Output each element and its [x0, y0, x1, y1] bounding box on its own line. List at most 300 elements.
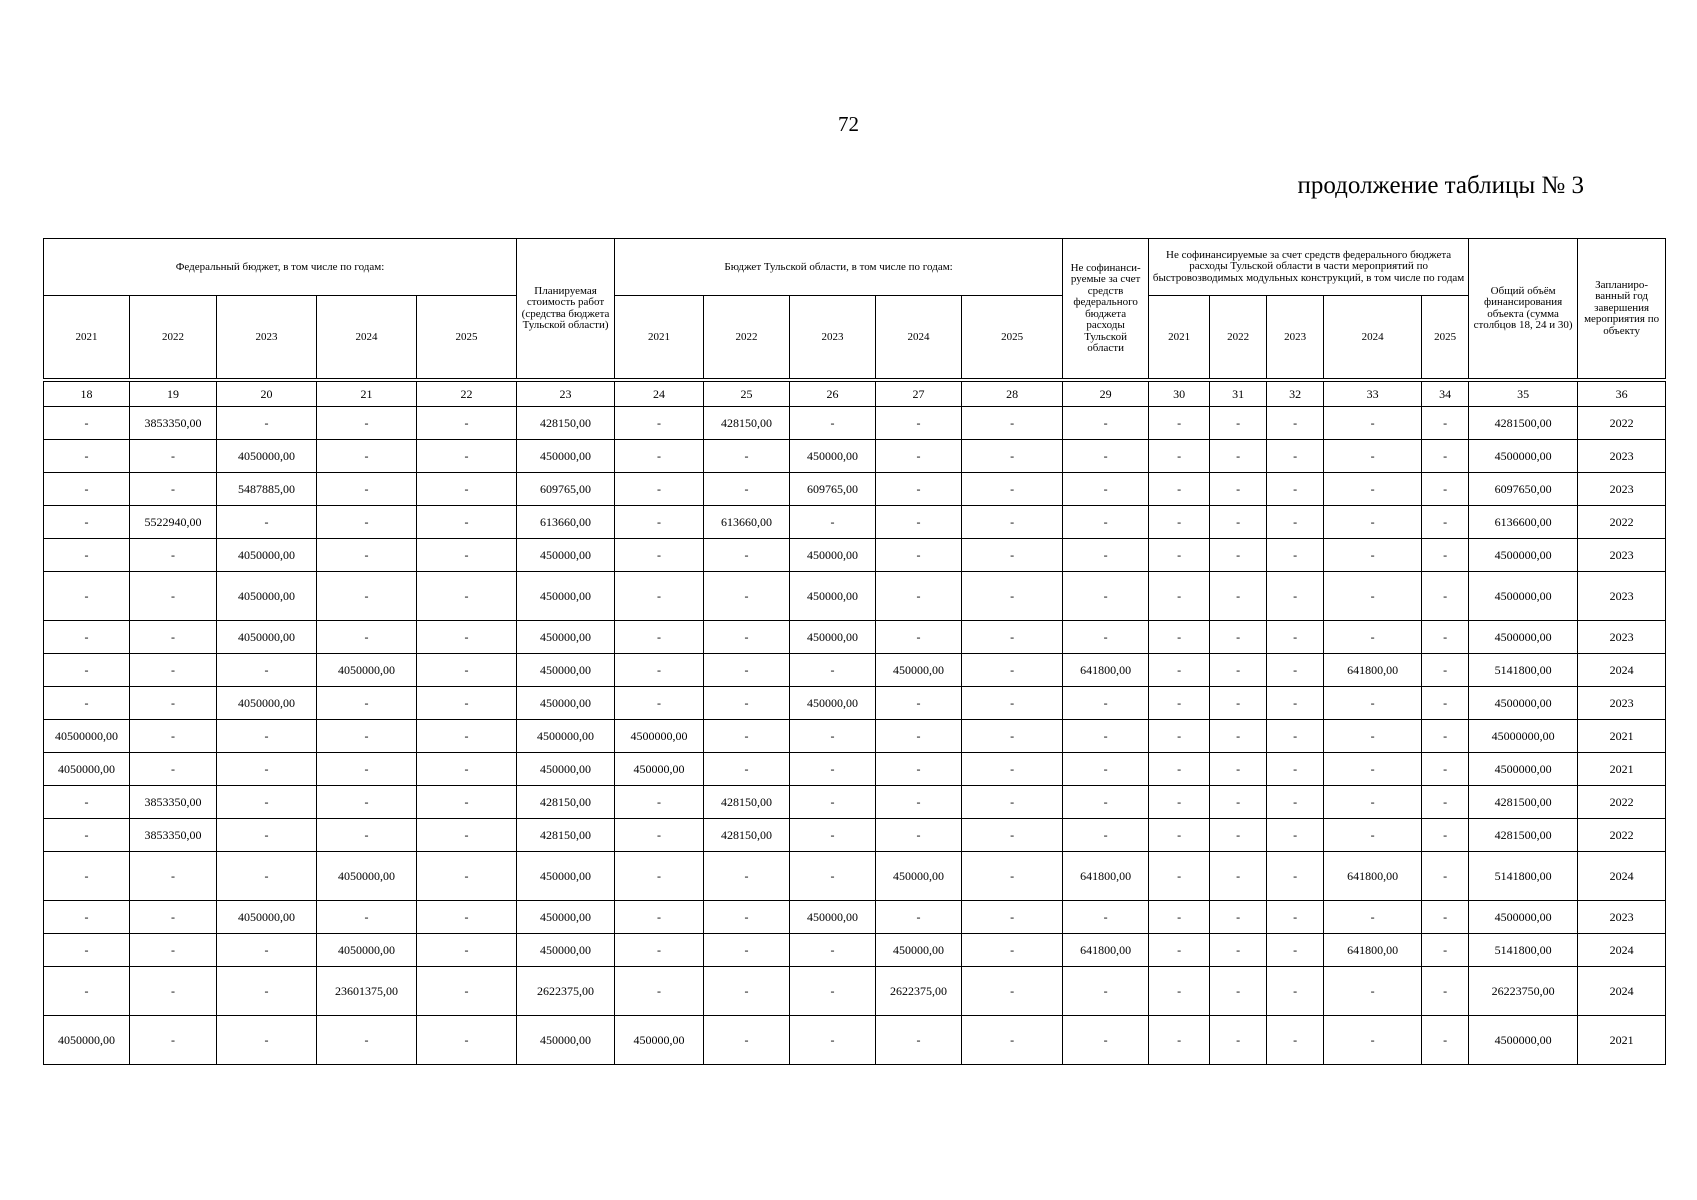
- table-cell: -: [1210, 473, 1267, 506]
- table-cell: -: [615, 506, 704, 539]
- table-cell: -: [130, 901, 217, 934]
- table-row: [44, 473, 1666, 506]
- table-cell: -: [417, 934, 517, 967]
- table-cell: -: [1267, 407, 1324, 440]
- table-cell: -: [417, 572, 517, 621]
- table-cell: -: [962, 687, 1063, 720]
- table-cell: -: [1267, 753, 1324, 786]
- column-number: 25: [704, 382, 790, 407]
- table-cell: 4281500,00: [1469, 786, 1578, 819]
- table-cell: 4500000,00: [615, 720, 704, 753]
- table-cell: -: [704, 901, 790, 934]
- table-cell: -: [615, 786, 704, 819]
- table-cell: -: [704, 621, 790, 654]
- tula-year-header: 2021: [615, 296, 704, 379]
- column-number: 18: [44, 382, 130, 407]
- table-cell: 23601375,00: [317, 967, 417, 1016]
- table-cell: 450000,00: [517, 572, 615, 621]
- table-cell: -: [1063, 753, 1149, 786]
- table-cell: -: [876, 539, 962, 572]
- table-cell: -: [615, 473, 704, 506]
- table-row: [44, 753, 1666, 786]
- table-cell: -: [317, 1016, 417, 1065]
- table-cell: -: [876, 473, 962, 506]
- table-cell: -: [615, 687, 704, 720]
- table-cell: -: [1210, 934, 1267, 967]
- planned-cost-header: Планируемая стоимость работ (средства бюджета Тульской области): [517, 239, 615, 379]
- table-cell: 428150,00: [517, 407, 615, 440]
- table-cell: 450000,00: [615, 1016, 704, 1065]
- table-cell: -: [1267, 440, 1324, 473]
- table-cell: -: [615, 934, 704, 967]
- table-cell: -: [1422, 901, 1469, 934]
- table-cell: -: [704, 572, 790, 621]
- table-cell: 2024: [1578, 654, 1666, 687]
- table-row: [44, 720, 1666, 753]
- table-cell: -: [317, 720, 417, 753]
- table-cell: -: [1324, 621, 1422, 654]
- table-cell: -: [1063, 440, 1149, 473]
- table-cell: -: [1324, 687, 1422, 720]
- table-cell: -: [217, 852, 317, 901]
- table-cell: -: [1422, 934, 1469, 967]
- table-cell: -: [704, 753, 790, 786]
- tula-year-header: 2023: [790, 296, 876, 379]
- table-cell: -: [1210, 852, 1267, 901]
- table-cell: -: [317, 819, 417, 852]
- table-cell: 4500000,00: [517, 720, 615, 753]
- table-cell: -: [44, 852, 130, 901]
- table-cell: 2021: [1578, 753, 1666, 786]
- table-row: [44, 506, 1666, 539]
- table-cell: -: [1149, 539, 1210, 572]
- not-cofinanced-header: Не софинанси-руемые за счет средств федерального бюджета расходы Тульской области: [1063, 239, 1149, 379]
- table-cell: -: [1063, 967, 1149, 1016]
- table-cell: -: [1422, 786, 1469, 819]
- total-financing-header: Общий объём финансирования объекта (сумма столбцов 18, 24 и 30): [1469, 239, 1578, 379]
- table-cell: -: [417, 901, 517, 934]
- table-cell: 4500000,00: [1469, 539, 1578, 572]
- table-cell: 641800,00: [1324, 654, 1422, 687]
- table-cell: -: [876, 407, 962, 440]
- table-cell: 428150,00: [517, 819, 615, 852]
- table-cell: -: [876, 621, 962, 654]
- table-cell: 5487885,00: [217, 473, 317, 506]
- table-row: [44, 786, 1666, 819]
- table-cell: 450000,00: [790, 572, 876, 621]
- table-cell: -: [417, 687, 517, 720]
- table-cell: 5141800,00: [1469, 934, 1578, 967]
- table-cell: -: [704, 967, 790, 1016]
- table-cell: -: [962, 440, 1063, 473]
- table-cell: -: [1149, 934, 1210, 967]
- table-cell: -: [876, 687, 962, 720]
- table-cell: -: [1210, 819, 1267, 852]
- table-cell: -: [1267, 934, 1324, 967]
- table-cell: 2622375,00: [876, 967, 962, 1016]
- table-cell: 2024: [1578, 934, 1666, 967]
- table-cell: -: [417, 506, 517, 539]
- table-row: [44, 901, 1666, 934]
- tula-budget-header: Бюджет Тульской области, в том числе по годам:: [615, 239, 1063, 296]
- table-row: [44, 687, 1666, 720]
- table-cell: 5522940,00: [130, 506, 217, 539]
- table-cell: -: [217, 786, 317, 819]
- table-cell: -: [1149, 572, 1210, 621]
- table-cell: -: [317, 440, 417, 473]
- tula-year-header: 2025: [962, 296, 1063, 379]
- table-cell: 4050000,00: [317, 852, 417, 901]
- table-cell: 613660,00: [704, 506, 790, 539]
- table-cell: -: [615, 572, 704, 621]
- table-cell: -: [615, 819, 704, 852]
- table-cell: -: [615, 967, 704, 1016]
- table-cell: -: [1210, 753, 1267, 786]
- table-cell: 4050000,00: [217, 621, 317, 654]
- table-cell: -: [704, 687, 790, 720]
- table-cell: -: [1267, 720, 1324, 753]
- table-cell: -: [417, 852, 517, 901]
- table-cell: -: [1422, 539, 1469, 572]
- table-cell: -: [615, 901, 704, 934]
- table-cell: -: [876, 786, 962, 819]
- column-number: 21: [317, 382, 417, 407]
- table-cell: 613660,00: [517, 506, 615, 539]
- table-cell: -: [1149, 473, 1210, 506]
- table-cell: 450000,00: [790, 901, 876, 934]
- table-cell: -: [1210, 654, 1267, 687]
- table-cell: -: [217, 654, 317, 687]
- table-cell: -: [1149, 621, 1210, 654]
- table-cell: 428150,00: [704, 819, 790, 852]
- federal-year-header: 2022: [130, 296, 217, 379]
- table-cell: -: [615, 539, 704, 572]
- table-cell: -: [317, 506, 417, 539]
- table-cell: -: [1149, 967, 1210, 1016]
- table-cell: -: [1422, 852, 1469, 901]
- table-cell: -: [1422, 407, 1469, 440]
- table-cell: -: [1422, 967, 1469, 1016]
- table-cell: -: [417, 407, 517, 440]
- table-cell: 2023: [1578, 687, 1666, 720]
- column-number: 34: [1422, 382, 1469, 407]
- table-cell: -: [317, 753, 417, 786]
- table-cell: -: [1063, 407, 1149, 440]
- table-row: [44, 852, 1666, 901]
- table-cell: 5141800,00: [1469, 852, 1578, 901]
- federal-year-header: 2021: [44, 296, 130, 379]
- table-cell: 450000,00: [517, 440, 615, 473]
- table-cell: -: [217, 967, 317, 1016]
- table-cell: 450000,00: [790, 440, 876, 473]
- table-cell: -: [417, 473, 517, 506]
- table-cell: 428150,00: [704, 407, 790, 440]
- table-cell: -: [130, 753, 217, 786]
- table-cell: 5141800,00: [1469, 654, 1578, 687]
- table-cell: 609765,00: [517, 473, 615, 506]
- table-cell: -: [1267, 654, 1324, 687]
- table-cell: -: [1267, 572, 1324, 621]
- table-cell: 4500000,00: [1469, 1016, 1578, 1065]
- table-cell: 2024: [1578, 852, 1666, 901]
- table-cell: -: [1324, 753, 1422, 786]
- column-number: 36: [1578, 382, 1666, 407]
- table-cell: -: [1422, 572, 1469, 621]
- table-cell: 2022: [1578, 786, 1666, 819]
- table-cell: -: [130, 967, 217, 1016]
- table-cell: -: [1210, 407, 1267, 440]
- table-cell: -: [1063, 786, 1149, 819]
- table-cell: 4050000,00: [317, 934, 417, 967]
- table-cell: -: [790, 819, 876, 852]
- table-cell: -: [962, 819, 1063, 852]
- table-cell: -: [1149, 654, 1210, 687]
- table-cell: -: [130, 621, 217, 654]
- table-cell: -: [130, 572, 217, 621]
- table-cell: -: [1210, 720, 1267, 753]
- table-cell: -: [876, 901, 962, 934]
- table-cell: 428150,00: [517, 786, 615, 819]
- table-cell: -: [962, 934, 1063, 967]
- table-row: [44, 819, 1666, 852]
- table-cell: -: [44, 440, 130, 473]
- table-cell: -: [704, 934, 790, 967]
- page-number: 72: [838, 112, 859, 136]
- table-cell: 6136600,00: [1469, 506, 1578, 539]
- table-cell: -: [417, 621, 517, 654]
- table-cell: 450000,00: [517, 753, 615, 786]
- column-number: 32: [1267, 382, 1324, 407]
- table-cell: -: [1149, 852, 1210, 901]
- table-cell: -: [417, 654, 517, 687]
- table-cell: -: [1267, 967, 1324, 1016]
- table-cell: -: [1422, 473, 1469, 506]
- table-cell: 3853350,00: [130, 819, 217, 852]
- table-cell: -: [1149, 440, 1210, 473]
- table-cell: -: [44, 407, 130, 440]
- table-cell: -: [217, 819, 317, 852]
- budget-table: [43, 238, 1666, 1065]
- table-cell: -: [1063, 621, 1149, 654]
- table-cell: 4050000,00: [317, 654, 417, 687]
- table-cell: -: [876, 753, 962, 786]
- table-cell: -: [1149, 506, 1210, 539]
- nc-year-header: 2025: [1422, 296, 1469, 379]
- table-cell: -: [1422, 753, 1469, 786]
- table-cell: -: [217, 1016, 317, 1065]
- nc-year-header: 2021: [1149, 296, 1210, 379]
- table-cell: -: [704, 1016, 790, 1065]
- table-cell: -: [317, 539, 417, 572]
- table-cell: -: [790, 934, 876, 967]
- nc-year-header: 2023: [1267, 296, 1324, 379]
- table-cell: -: [44, 621, 130, 654]
- table-cell: -: [1063, 473, 1149, 506]
- tula-year-header: 2024: [876, 296, 962, 379]
- table-cell: -: [44, 572, 130, 621]
- table-cell: -: [130, 539, 217, 572]
- table-cell: 2022: [1578, 506, 1666, 539]
- table-cell: -: [1324, 967, 1422, 1016]
- table-row: [44, 572, 1666, 621]
- table-cell: -: [1324, 440, 1422, 473]
- table-cell: 450000,00: [517, 901, 615, 934]
- table-cell: 4050000,00: [217, 901, 317, 934]
- table-cell: -: [1324, 786, 1422, 819]
- table-cell: -: [417, 753, 517, 786]
- federal-year-header: 2023: [217, 296, 317, 379]
- table-cell: -: [1149, 753, 1210, 786]
- table-cell: -: [1210, 687, 1267, 720]
- table-cell: -: [790, 720, 876, 753]
- table-row: [44, 407, 1666, 440]
- table-cell: -: [615, 621, 704, 654]
- table-cell: -: [1324, 819, 1422, 852]
- table-cell: -: [876, 572, 962, 621]
- table-cell: 450000,00: [517, 687, 615, 720]
- table-cell: -: [876, 1016, 962, 1065]
- table-cell: -: [1149, 901, 1210, 934]
- table-cell: -: [1063, 720, 1149, 753]
- table-cell: -: [962, 852, 1063, 901]
- table-cell: -: [790, 407, 876, 440]
- table-cell: -: [962, 506, 1063, 539]
- table-cell: -: [1063, 506, 1149, 539]
- table-cell: -: [1149, 407, 1210, 440]
- table-cell: -: [1324, 1016, 1422, 1065]
- table-cell: -: [1063, 819, 1149, 852]
- table-cell: -: [1422, 1016, 1469, 1065]
- federal-budget-header: Федеральный бюджет, в том числе по годам:: [44, 239, 517, 296]
- table-row: [44, 440, 1666, 473]
- table-cell: -: [962, 621, 1063, 654]
- table-cell: -: [704, 720, 790, 753]
- table-cell: -: [704, 440, 790, 473]
- table-cell: -: [317, 687, 417, 720]
- table-cell: -: [417, 819, 517, 852]
- table-cell: 450000,00: [517, 852, 615, 901]
- table-cell: -: [1149, 1016, 1210, 1065]
- table-cell: -: [1422, 720, 1469, 753]
- table-cell: 641800,00: [1324, 934, 1422, 967]
- table-cell: 2023: [1578, 539, 1666, 572]
- table-cell: 641800,00: [1063, 934, 1149, 967]
- table-cell: -: [790, 654, 876, 687]
- table-cell: -: [1210, 967, 1267, 1016]
- table-cell: -: [876, 819, 962, 852]
- not-cofinanced-modular-header: Не софинансируемые за счет средств федерального бюджета расходы Тульской области в части мероприятий по быстровозводимых модульных конструкций, в том числе по годам: [1149, 239, 1469, 296]
- table-cell: -: [615, 852, 704, 901]
- table-cell: -: [1324, 539, 1422, 572]
- table-cell: -: [615, 654, 704, 687]
- column-number: 30: [1149, 382, 1210, 407]
- table-cell: -: [615, 407, 704, 440]
- table-cell: -: [1210, 572, 1267, 621]
- table-cell: -: [1063, 901, 1149, 934]
- table-cell: -: [962, 654, 1063, 687]
- table-cell: -: [1422, 440, 1469, 473]
- table-cell: -: [962, 572, 1063, 621]
- table-cell: 641800,00: [1063, 852, 1149, 901]
- column-number: 24: [615, 382, 704, 407]
- table-cell: -: [44, 786, 130, 819]
- column-number: 29: [1063, 382, 1149, 407]
- table-cell: -: [44, 687, 130, 720]
- table-cell: -: [790, 753, 876, 786]
- table-cell: -: [417, 539, 517, 572]
- table-cell: 2023: [1578, 440, 1666, 473]
- table-row: [44, 654, 1666, 687]
- table-cell: -: [704, 852, 790, 901]
- table-cell: -: [1210, 506, 1267, 539]
- table-cell: 2023: [1578, 621, 1666, 654]
- table-cell: -: [1267, 901, 1324, 934]
- table-cell: -: [130, 654, 217, 687]
- table-cell: -: [962, 407, 1063, 440]
- table-cell: 450000,00: [876, 852, 962, 901]
- table-cell: -: [1210, 621, 1267, 654]
- table-cell: 4500000,00: [1469, 572, 1578, 621]
- table-cell: -: [704, 539, 790, 572]
- table-cell: -: [962, 539, 1063, 572]
- table-cell: -: [130, 852, 217, 901]
- table-row: [44, 934, 1666, 967]
- table-cell: 4500000,00: [1469, 440, 1578, 473]
- table-cell: -: [1324, 407, 1422, 440]
- table-cell: -: [1267, 1016, 1324, 1065]
- table-cell: 4050000,00: [217, 687, 317, 720]
- table-cell: 4500000,00: [1469, 687, 1578, 720]
- tula-year-header: 2022: [704, 296, 790, 379]
- table-cell: -: [876, 506, 962, 539]
- table-cell: -: [1210, 786, 1267, 819]
- table-cell: -: [1149, 819, 1210, 852]
- table-cell: -: [1324, 720, 1422, 753]
- table-row: [44, 1016, 1666, 1065]
- table-cell: -: [1267, 539, 1324, 572]
- column-number: 28: [962, 382, 1063, 407]
- table-cell: 2021: [1578, 720, 1666, 753]
- table-cell: -: [1063, 1016, 1149, 1065]
- table-cell: -: [217, 506, 317, 539]
- table-cell: 6097650,00: [1469, 473, 1578, 506]
- table-cell: -: [317, 473, 417, 506]
- table-cell: -: [1063, 572, 1149, 621]
- column-number: 27: [876, 382, 962, 407]
- table-cell: -: [417, 1016, 517, 1065]
- table-cell: -: [790, 1016, 876, 1065]
- table-cell: 450000,00: [790, 539, 876, 572]
- table-cell: -: [1324, 473, 1422, 506]
- table-cell: 4050000,00: [44, 753, 130, 786]
- table-cell: 3853350,00: [130, 407, 217, 440]
- continuation-title: продолжение таблицы № 3: [1297, 172, 1584, 199]
- nc-year-header: 2022: [1210, 296, 1267, 379]
- table-cell: -: [962, 967, 1063, 1016]
- table-cell: -: [417, 967, 517, 1016]
- table-cell: -: [876, 440, 962, 473]
- planned-year-header: Запланиро-ванный год завершения мероприятия по объекту: [1578, 239, 1666, 379]
- table-cell: 450000,00: [517, 934, 615, 967]
- table-cell: 450000,00: [790, 687, 876, 720]
- table-cell: -: [44, 934, 130, 967]
- table-cell: -: [790, 506, 876, 539]
- table-cell: -: [1422, 819, 1469, 852]
- table-cell: -: [130, 934, 217, 967]
- table-cell: -: [317, 572, 417, 621]
- table-cell: 428150,00: [704, 786, 790, 819]
- table-cell: -: [1210, 440, 1267, 473]
